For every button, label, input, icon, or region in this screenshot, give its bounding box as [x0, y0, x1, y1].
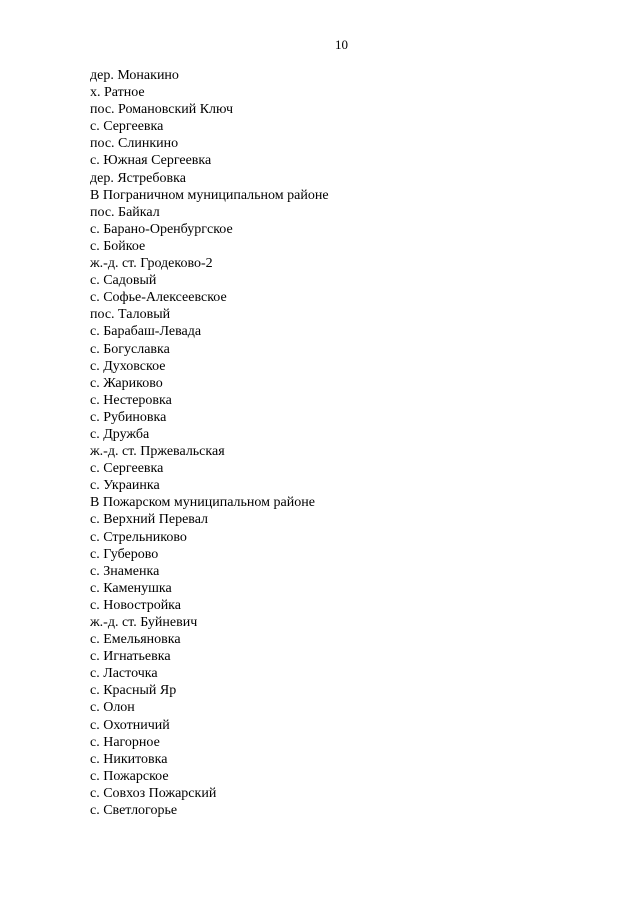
list-item: с. Украинка — [90, 478, 160, 494]
list-item: пос. Байкал — [90, 204, 160, 220]
list-item: с. Южная Сергеевка — [90, 153, 212, 169]
list-item: с. Каменушка — [90, 580, 172, 596]
list-item: с. Никитовка — [90, 751, 168, 767]
list-item: с. Совхоз Пожарский — [90, 785, 217, 801]
list-item: с. Верхний Перевал — [90, 512, 209, 528]
list-item: пос. Романовский Ключ — [90, 102, 234, 118]
list-item: ж.-д. ст. Гродеково-2 — [90, 256, 213, 272]
list-item: ж.-д. ст. Пржевальская — [90, 444, 225, 460]
list-item: пос. Слинкино — [90, 136, 179, 152]
settlement-list — [90, 67, 329, 819]
list-item: с. Знаменка — [90, 563, 160, 579]
list-item: с. Духовское — [90, 358, 166, 374]
list-item: с. Стрельниково — [90, 529, 187, 545]
list-item: с. Красный Яр — [90, 683, 177, 699]
list-item: с. Сергеевка — [90, 119, 164, 135]
list-item: с. Светлогорье — [90, 803, 178, 819]
list-item: с. Губерово — [90, 546, 159, 562]
list-item: с. Сергеевка — [90, 461, 164, 477]
list-item: с. Олон — [90, 700, 135, 716]
list-item: В Пограничном муниципальном районе — [90, 187, 329, 203]
list-item: с. Бойкое — [90, 238, 146, 254]
list-item: х. Ратное — [90, 85, 145, 101]
list-item: с. Пожарское — [90, 768, 169, 784]
list-item: пос. Таловый — [90, 307, 171, 323]
list-item: с. Ласточка — [90, 666, 158, 682]
list-item: с. Охотничий — [90, 717, 170, 733]
list-item: с. Нестеровка — [90, 392, 172, 408]
list-item: В Пожарском муниципальном районе — [90, 495, 315, 511]
list-item: дер. Ястребовка — [90, 170, 186, 186]
list-item: дер. Монакино — [90, 68, 179, 83]
list-item: с. Рубиновка — [90, 409, 167, 425]
list-item: с. Новостройка — [90, 597, 181, 613]
list-item: с. Дружба — [90, 426, 150, 442]
list-item: с. Барано-Оренбургское — [90, 221, 233, 237]
list-item: с. Садовый — [90, 273, 157, 289]
list-item: с. Софье-Алексеевское — [90, 290, 227, 306]
list-item: ж.-д. ст. Буйневич — [90, 615, 198, 630]
list-item: с. Богуславка — [90, 341, 170, 357]
list-item: с. Емельяновка — [90, 632, 181, 648]
page-number: 10 — [335, 37, 348, 52]
list-item: с. Игнатьевка — [90, 649, 171, 665]
list-item: с. Барабаш-Левада — [90, 324, 202, 340]
list-item: с. Жариково — [90, 375, 163, 391]
list-item: с. Нагорное — [90, 734, 160, 750]
